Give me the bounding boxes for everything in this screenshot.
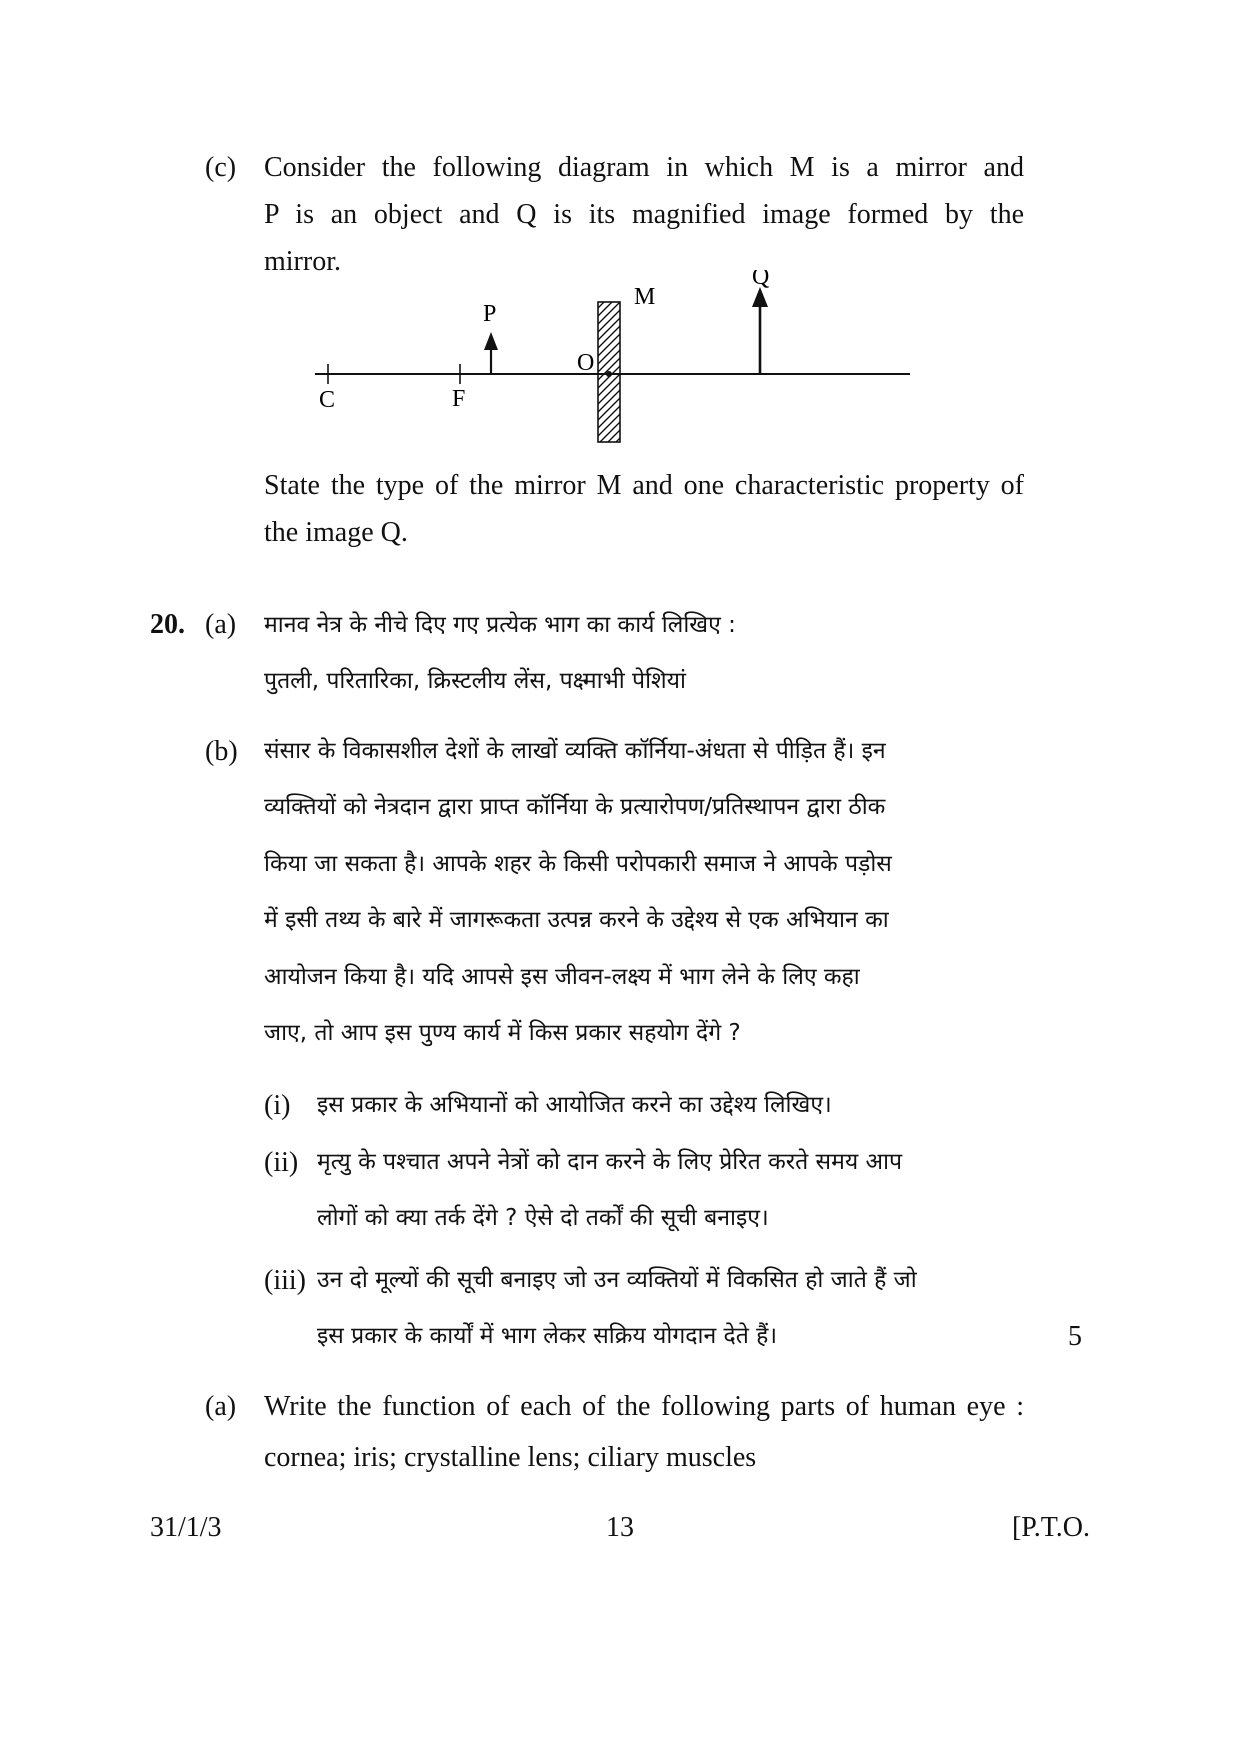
pto-marker: [P.T.O. bbox=[1011, 1512, 1090, 1543]
q20a-en-line-2: cornea; iris; crystalline lens; ciliary muscles bbox=[264, 1442, 757, 1473]
label-f: F bbox=[452, 386, 466, 412]
q20b-hi-line-6: जाए, तो आप इस पुण्य कार्य में किस प्रकार सहयोग देंगे ? bbox=[264, 1020, 741, 1046]
q20-sub-ii-line-1: मृत्यु के पश्चात अपने नेत्रों को दान करने के लिए प्रेरित करते समय आप bbox=[317, 1149, 903, 1175]
q20-number: 20. bbox=[150, 609, 185, 640]
image-q-arrow-head bbox=[752, 287, 768, 307]
q20-sub-iii-line-1: उन दो मूल्यों की सूची बनाइए जो उन व्यक्तियों में विकसित हो जाते हैं जो bbox=[317, 1267, 917, 1293]
label-p: P bbox=[483, 301, 497, 327]
q20b-hi-line-2: व्यक्तियों को नेत्रदान द्वारा प्राप्त कॉर्निया के प्रत्यारोपण/प्रतिस्थापन द्वारा ठीक bbox=[264, 794, 886, 820]
mirror-ray-diagram bbox=[300, 270, 920, 460]
q20-sub-i-label: (i) bbox=[264, 1090, 291, 1121]
q20b-hi-line-5: आयोजन किया है। यदि आपसे इस जीवन-लक्ष्य में भाग लेने के लिए कहा bbox=[264, 964, 860, 990]
q20a-en-label: (a) bbox=[205, 1391, 237, 1422]
paper-code: 31/1/3 bbox=[150, 1512, 222, 1543]
pole-o-dot bbox=[606, 371, 612, 377]
q20a-hi-label: (a) bbox=[205, 609, 237, 640]
label-m: M bbox=[634, 284, 656, 310]
q20-sub-iii-label: (iii) bbox=[264, 1265, 306, 1296]
q19c-line-5: the image Q. bbox=[264, 517, 408, 548]
label-q: Q bbox=[752, 270, 770, 290]
page-number: 13 bbox=[606, 1512, 634, 1543]
q20-marks: 5 bbox=[1068, 1321, 1082, 1352]
q19c-line-3: mirror. bbox=[264, 246, 341, 277]
object-p-arrow-head bbox=[484, 332, 498, 350]
q20a-hi-line-2: पुतली, परितारिका, क्रिस्टलीय लेंस, पक्ष्माभी पेशियां bbox=[264, 668, 686, 694]
q20-sub-ii-line-2: लोगों को क्या तर्क देंगे ? ऐसे दो तर्कों की सूची बनाइए। bbox=[317, 1205, 769, 1231]
q19c-line-2: P is an object and Q is its magnified image formed by the bbox=[264, 199, 1024, 230]
q20a-en-line-1: Write the function of each of the following parts of human eye : bbox=[264, 1391, 1024, 1422]
q20b-hi-line-1: संसार के विकासशील देशों के लाखों व्यक्ति कॉर्निया-अंधता से पीड़ित हैं। इन bbox=[264, 738, 886, 764]
label-c: C bbox=[319, 387, 336, 413]
q20a-hi-line-1: मानव नेत्र के नीचे दिए गए प्रत्येक भाग का कार्य लिखिए : bbox=[264, 612, 736, 638]
q20b-hi-label: (b) bbox=[205, 736, 238, 767]
q20-sub-i-line-1: इस प्रकार के अभियानों को आयोजित करने का उद्देश्य लिखिए। bbox=[317, 1092, 832, 1118]
q19c-label: (c) bbox=[205, 152, 237, 183]
q20-sub-ii-label: (ii) bbox=[264, 1147, 299, 1178]
q20b-hi-line-3: किया जा सकता है। आपके शहर के किसी परोपकारी समाज ने आपके पड़ोस bbox=[264, 851, 892, 877]
q19c-line-1: Consider the following diagram in which M is a mirror and bbox=[264, 152, 1024, 183]
label-o: O bbox=[577, 350, 595, 376]
q20b-hi-line-4: में इसी तथ्य के बारे में जागरूकता उत्पन्न करने के उद्देश्य से एक अभियान का bbox=[264, 907, 889, 933]
q19c-line-4: State the type of the mirror M and one characteristic property of bbox=[264, 470, 1024, 501]
q20-sub-iii-line-2: इस प्रकार के कार्यों में भाग लेकर सक्रिय योगदान देते हैं। bbox=[317, 1323, 778, 1349]
